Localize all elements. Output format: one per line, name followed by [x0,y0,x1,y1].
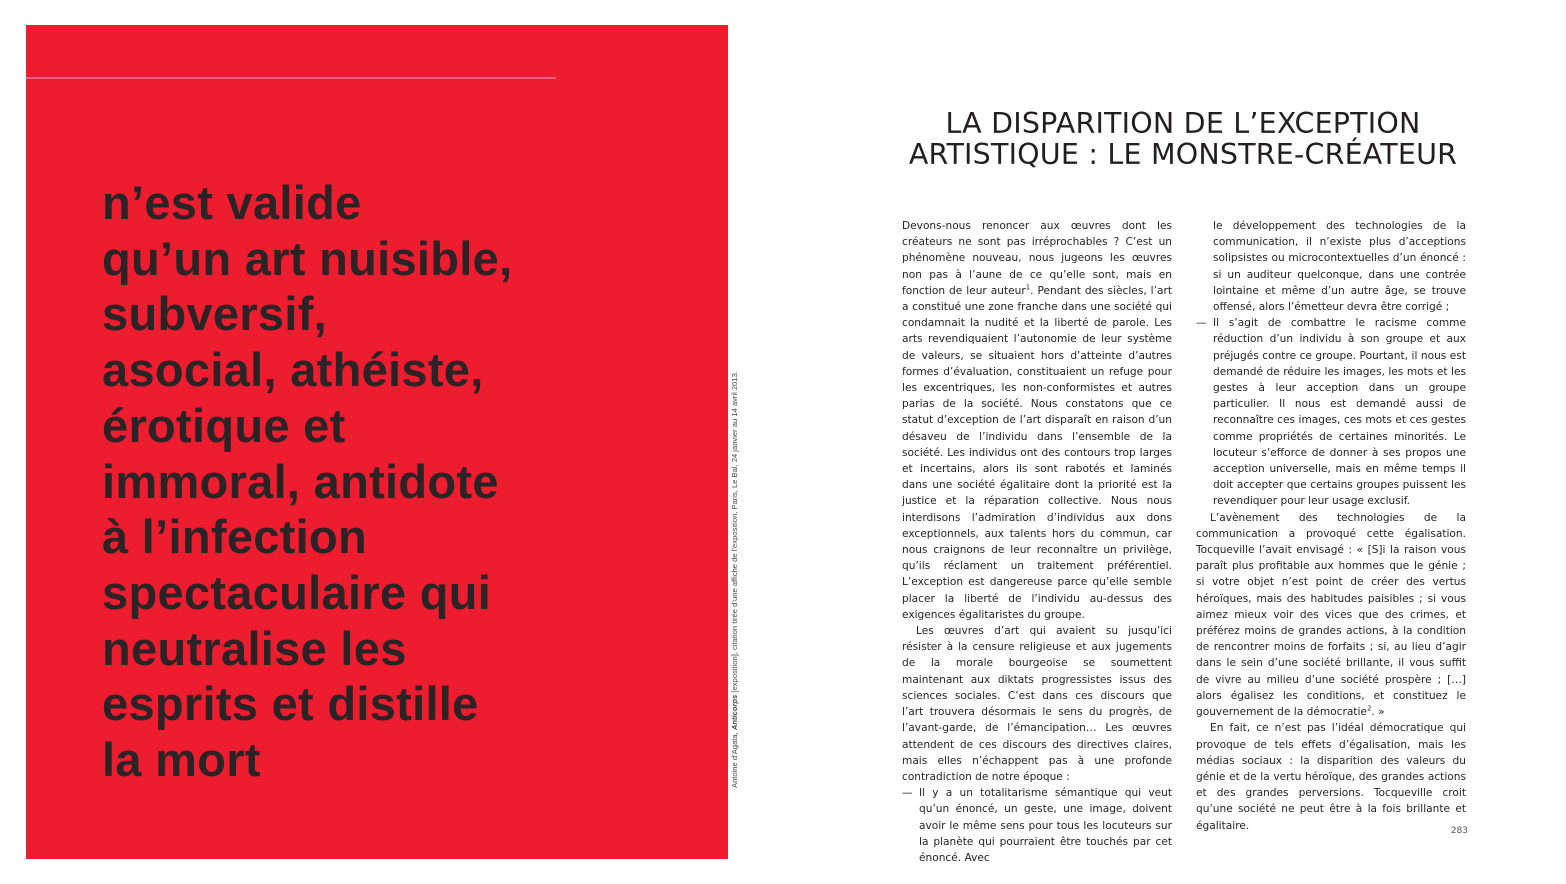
decorative-rule [26,77,556,79]
image-credit [728,348,742,788]
dash-bullet: — [1196,317,1207,330]
credit-work-title: Anticorps [730,694,739,731]
dash-bullet: — [902,787,913,800]
footnote-ref: 2 [1366,704,1372,713]
paragraph: L’avènement des technologies de la communication a provoqué cette égalisation. Tocqueville l’avait envisagé : « [S]i la raison vous paraît plus profitable aux hommes que le génie ; si votre objet n’est point de créer des vertus héroïques, mais des habitudes paisibles ; si vous aimez mieux voir des vices que des crimes, et préférez moins de grandes actions, à la condition de rencontrer moins de forfaits ; si, au lieu d’agir dans le sein d’une société brillante, il vous suffit de vivre au milieu d’une société prospère ; […] alors égalisez les conditions, et constituez le gouvernement de la démocratie$^2$. » [1196,511,1466,719]
text-column-right [1196,218,1466,834]
footnote-ref: 1 [1025,283,1031,292]
paragraph: Devons-nous renoncer aux œuvres dont les créateurs ne sont pas irréprochables ? C’est un phénomène nouveau, nous jugeons les œuvres non pas à l’aune de ce qu’elle sont, mais en fonction de leur auteur$^1$. Pendant des siècles, l’art a constitué une zone franche dans une société qui condamnait la nudité et la liberté de parole. Les arts revendiquaient l’autonomie de leur système de valeurs, se situaient hors d’atteinte d’autres formes d’évaluation, constituaient un refuge pour les excentriques, les non-conformistes et autres parias de la société. Nous constatons que ce statut d’exception de l’art disparaît en raison d’un désaveu de l’individu dans l’ensemble de la société. Les individus ont des contours trop larges et incertains, alors ils sont rabotés et laminés dans une société égalitaire dont la priorité est la justice et la réparation collective. Nous nous interdisons l’admiration d’individus aux dons exceptionnels, aux talents hors du commun, car nous craignons de leur reconnaître un privilège, qu’ils réclament un traitement préférentiel. L’exception est dangereuse parce qu’elle semble placer la liberté de l’individu au-dessus des exigences égalitaristes du groupe. [902,220,1172,621]
paragraph: Les œuvres d’art qui avaient su jusqu’ici résister à la censure religieuse et aux jugements de la morale bourgeoise se soumettent maintenant aux diktats progressistes issus des sciences sociales. C’est dans ces discours que l’art trouvera désormais le sens du progrès, de l’avant-garde, de l’émancipation… Les œuvres attendent de ces discours des directives claires, mais elles n’échappent pas à une profonde contradiction de notre époque : [902,625,1172,783]
list-item: — Il y a un totalitarisme sémantique qui veut qu’un énoncé, un geste, une image, doivent avoir le même sens pour tous les locuteurs sur la planète qui pourraient être touchés par cet énoncé. Avec [902,787,1172,864]
list-item: — Il s’agit de combattre le racisme comme réduction d’un individu à son groupe et aux préjugés contre ce groupe. Pourtant, il nous est demandé de réduire les images, les mots et les gestes à leur acception dans un groupe particulier. Il nous est demandé aussi de reconnaître ces images, ces mots et ces gestes comme propriétés de certaines minorités. Le locuteur s’efforce de donner à ses propos une acception universelle, mais en même temps il doit accepter que certains groupes puissent les revendiquer pour leur usage exclusif. [1196,317,1466,508]
pull-quote: n’est valide qu’un art nuisible, subversif, asocial, athéiste, érotique et immoral, antidote à l’infection spectaculaire qui neutralise les esprits et distille la mort [102,176,513,787]
credit-details: [exposition], citation tirée d’une affiche de l’exposition, Paris, Le Bal, 24 janvier au 14 avril 2013. [730,371,739,695]
credit-author: Antoine d’Agata, [730,730,739,788]
list-item-continued: le développement des technologies de la communication, il n’existe plus d’acceptions solipsistes ou microcontextuelles d’un énoncé : si un auditeur quelconque, dans une contrée lointaine et même d’un autre âge, se trouve offensé, alors l’émetteur devra être corrigé ; [1213,220,1466,314]
paragraph: En fait, ce n’est pas l’idéal démocratique qui provoque de tels effets d’égalisation, mais les médias sociaux : la disparition des valeurs du génie et de la vertu héroïque, des grandes actions et des grandes perversions. Tocqueville croit qu’une société ne peut être à la fois brillante et égalitaire. [1196,722,1466,832]
chapter-title: LA DISPARITION DE L’EXCEPTION ARTISTIQUE : LE MONSTRE-CRÉATEUR [908,107,1458,171]
red-quote-panel [26,25,728,859]
page-number: 283 [1450,826,1468,836]
text-column-left [902,218,1172,866]
